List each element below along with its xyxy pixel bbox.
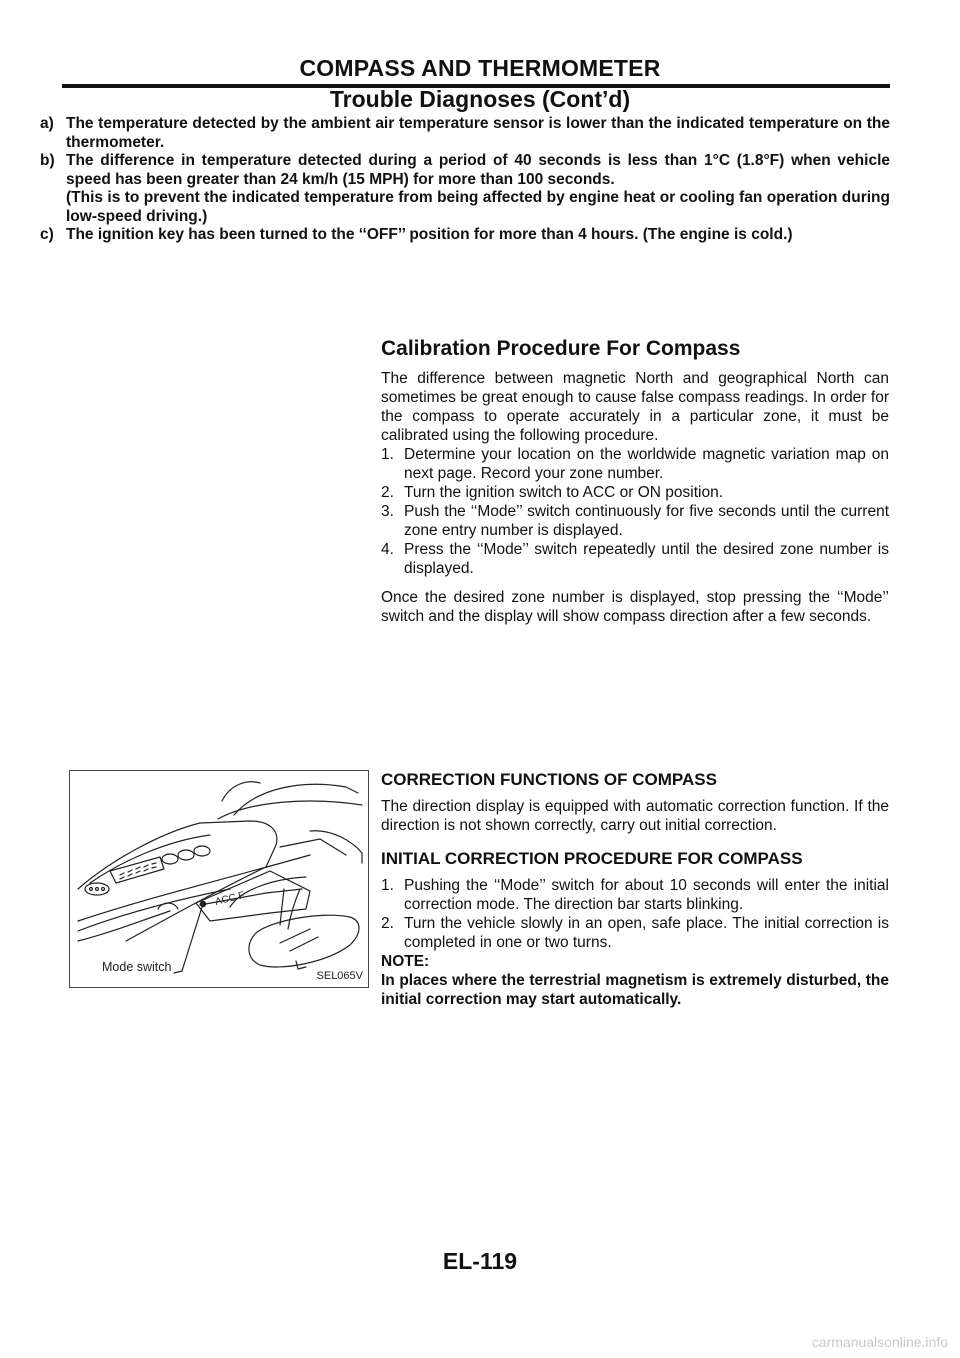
step-number: 2.	[381, 915, 394, 932]
calibration-step	[381, 502, 889, 540]
correction-heading: CORRECTION FUNCTIONS OF COMPASS	[381, 770, 717, 789]
section-subtitle: Trouble Diagnoses (Cont’d)	[329, 86, 631, 112]
page-number: EL-119	[442, 1248, 518, 1274]
condition-item-c	[40, 226, 890, 245]
note-text: In places where the terrestrial magnetism is extremely disturbed, the initial correction may start automatically.	[381, 972, 889, 1008]
step-number: 3.	[381, 503, 394, 520]
condition-note: (This is to prevent the indicated temperature from being affected by engine heat or cooling fan operation during low-speed driving.)	[66, 189, 890, 225]
step-number: 4.	[381, 541, 394, 558]
mode-switch-callout: Mode switch	[102, 960, 172, 974]
step-number: 1.	[381, 446, 394, 463]
condition-text: The temperature detected by the ambient air temperature sensor is lower than the indicated temperature on the thermometer.	[66, 115, 890, 151]
step-text: Press the ‘‘Mode’’ switch repeatedly until the desired zone number is displayed.	[404, 541, 889, 577]
step-text: Pushing the ‘‘Mode’’ switch for about 10 seconds will enter the initial correction mode. The direction bar starts blinking.	[404, 877, 889, 913]
note-label: NOTE:	[381, 953, 430, 970]
section-title: COMPASS AND THERMOMETER	[299, 55, 661, 81]
condition-label: a)	[40, 115, 54, 132]
calibration-step	[381, 445, 889, 483]
step-text: Turn the vehicle slowly in an open, safe place. The initial correction is completed in one or two turns.	[404, 915, 889, 951]
calibration-heading: Calibration Procedure For Compass	[381, 337, 741, 360]
condition-list	[40, 115, 890, 245]
initial-correction-heading: INITIAL CORRECTION PROCEDURE FOR COMPASS	[381, 849, 803, 868]
figure-code: SEL065V	[316, 970, 363, 982]
calibration-intro: The difference between magnetic North and geographical North can sometimes be great enough to cause false compass readings. In order for the compass to operate accurately in a particular zone, it must be calibrated using the following procedure.	[381, 370, 889, 444]
initial-correction-step	[381, 876, 889, 914]
correction-text: The direction display is equipped with automatic correction function. If the direction is not shown correctly, carry out initial correction.	[381, 798, 889, 834]
condition-text: The difference in temperature detected during a period of 40 seconds is less than 1°C (1.8°F) when vehicle speed has been greater than 24 km/h (15 MPH) for more than 100 seconds.	[66, 152, 890, 188]
step-text: Determine your location on the worldwide magnetic variation map on next page. Record your zone number.	[404, 446, 889, 482]
step-text: Turn the ignition switch to ACC or ON position.	[404, 484, 724, 501]
calibration-step	[381, 540, 889, 578]
display-readout: ACC F	[214, 889, 246, 908]
mode-switch-figure	[69, 770, 369, 988]
calibration-section	[381, 336, 889, 626]
initial-correction-step	[381, 914, 889, 952]
step-number: 1.	[381, 877, 394, 894]
correction-section	[381, 769, 889, 1009]
calibration-closing: Once the desired zone number is displayed, stop pressing the ‘‘Mode’’ switch and the display will show compass direction after a few seconds.	[381, 589, 889, 625]
condition-label: c)	[40, 226, 54, 243]
condition-text: The ignition key has been turned to the ‘‘OFF’’ position for more than 4 hours. (The engine is cold.)	[66, 226, 793, 243]
calibration-step	[381, 483, 889, 502]
condition-item-a	[40, 115, 890, 152]
step-text: Push the ‘‘Mode’’ switch continuously for five seconds until the current zone entry number is displayed.	[404, 503, 889, 539]
condition-item-b	[40, 152, 890, 189]
step-number: 2.	[381, 484, 394, 501]
overhead-console-illustration	[70, 771, 368, 987]
website-watermark[interactable]: carmanualsonline.info	[811, 1334, 948, 1350]
condition-label: b)	[40, 152, 55, 169]
